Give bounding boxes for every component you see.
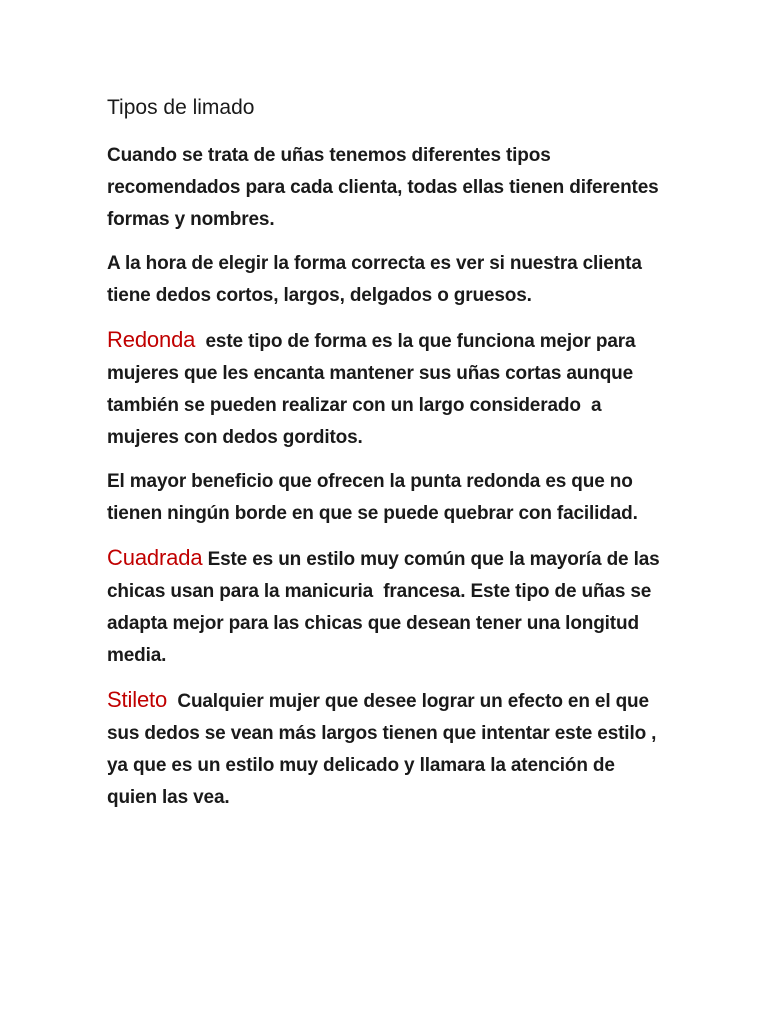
section-cuadrada-text: Este es un estilo muy común que la mayoría de las chicas usan para la manicuria francesa. Este tipo de uñas se adapta mejor para las chicas que desean tener una longitud media.	[107, 549, 665, 666]
intro-paragraph-1: Cuando se trata de uñas tenemos diferentes tipos recomendados para cada clienta, todas ellas tienen diferentes formas y nombres.	[107, 145, 659, 230]
section-stileto-text: Cualquier mujer que desee lograr un efecto en el que sus dedos se vean más largos tienen que intentar este estilo , ya que es un estilo muy delicado y llamara la atención de quien las vea.	[107, 691, 662, 808]
document-page	[107, 92, 667, 826]
section-redonda	[107, 324, 667, 454]
section-redonda-text: este tipo de forma es la que funciona mejor para mujeres que les encanta mantener sus uñas cortas aunque también se pueden realizar con un largo considerado a mujeres con dedos gorditos.	[107, 331, 641, 448]
redonda-benefit-paragraph: El mayor beneficio que ofrecen la punta redonda es que no tienen ningún borde en que se puede quebrar con facilidad.	[107, 471, 638, 524]
term-redonda: Redonda	[107, 327, 196, 352]
section-cuadrada	[107, 542, 667, 672]
intro-paragraph-2: A la hora de elegir la forma correcta es ver si nuestra clienta tiene dedos cortos, largos, delgados o gruesos.	[107, 253, 642, 306]
section-stileto	[107, 684, 667, 814]
document-title: Tipos de limado	[107, 96, 255, 119]
term-stileto: Stileto	[107, 687, 168, 712]
term-cuadrada: Cuadrada	[107, 545, 203, 570]
